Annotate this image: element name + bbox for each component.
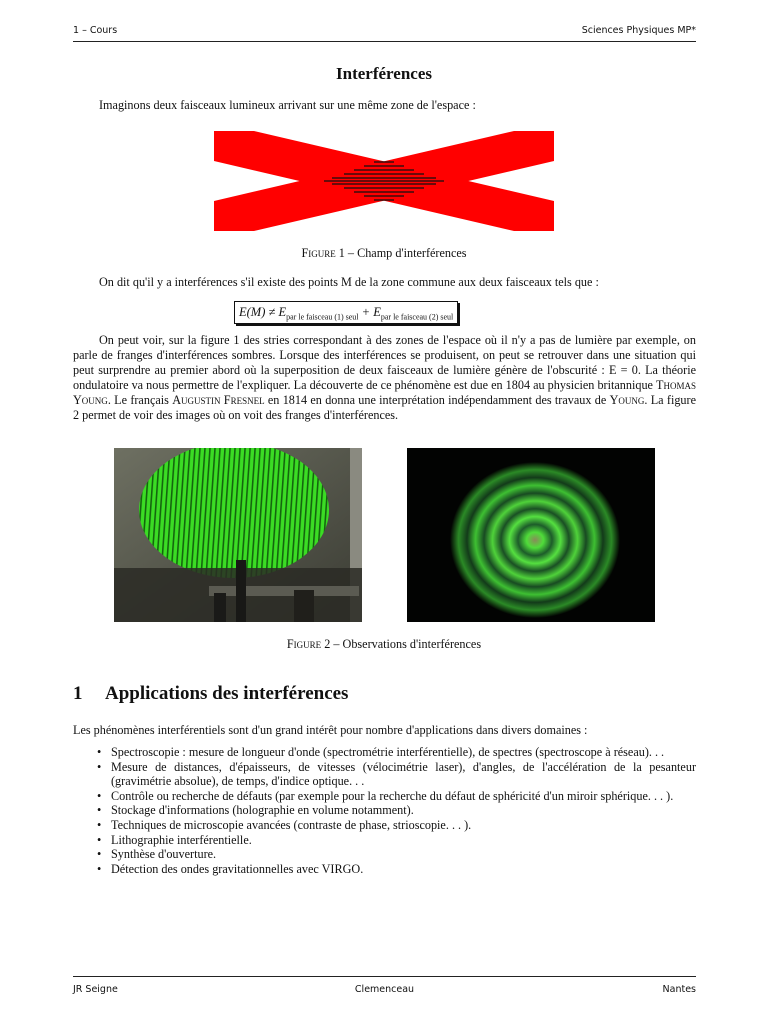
figure-2-label: Figure 2: [286, 637, 331, 651]
explanation-paragraph: [73, 333, 696, 423]
page-header: [73, 25, 696, 42]
explanation-text-3: en 1814 en donna une interprétation indépendamment des travaux de: [264, 393, 610, 407]
header-course: Sciences Physiques MP*: [581, 25, 696, 36]
figure-1-caption: [0, 246, 768, 261]
figure-2-caption-text: – Observations d'interférences: [330, 637, 482, 651]
list-item: • Techniques de microscopie avancées (contraste de phase, strioscopie. . . ).: [93, 818, 696, 833]
section-1-intro: Les phénomènes interférentiels sont d'un grand intérêt pour nombre d'applications dans divers domaines :: [73, 723, 588, 737]
young-fringes-photo: [114, 448, 362, 622]
list-item: • Détection des ondes gravitationnelles avec VIRGO.: [93, 862, 696, 877]
condition-text: On dit qu'il y a interférences s'il existe des points M de la zone commune aux deux faisceaux tels que :: [99, 275, 599, 289]
condition-paragraph: [73, 275, 696, 290]
section-1-heading: [73, 683, 348, 705]
list-item: • Mesure de distances, d'épaisseurs, de vitesses (vélocimétrie laser), d'angles, de l'accélération de la pesanteur (gravimétrie absolue), de temps, d'indice optique. . .: [93, 760, 696, 789]
section-1-number: 1: [73, 683, 83, 704]
figure-1-caption-text: – Champ d'interférences: [344, 246, 467, 260]
formula-plus: + E: [358, 305, 381, 319]
list-item: • Stockage d'informations (holographie en volume notamment).: [93, 803, 696, 818]
footer-city: Nantes: [662, 984, 696, 995]
footer-school: Clemenceau: [354, 984, 415, 995]
list-item: • Synthèse d'ouverture.: [93, 847, 696, 862]
newton-rings-photo: [407, 448, 655, 622]
name-augustin-fresnel: Augustin Fresnel: [172, 393, 265, 407]
list-item: • Spectroscopie : mesure de longueur d'onde (spectrométrie interférentielle), de spectres (spectroscope à réseau). . .: [93, 745, 696, 760]
name-young: Young: [609, 393, 645, 407]
formula-lhs: E(M) ≠ E: [239, 305, 287, 319]
list-item: • Lithographie interférentielle.: [93, 833, 696, 848]
applications-list: [93, 745, 696, 876]
intro-text: Imaginons deux faisceaux lumineux arrivant sur une même zone de l'espace :: [99, 98, 476, 112]
explanation-text-4: . La figure 2 permet de voir des images où on voit des franges d'interférences.: [73, 393, 696, 422]
footer-author: JR Seigne: [73, 984, 118, 995]
interference-condition-formula: [234, 301, 458, 324]
intro-paragraph: [73, 98, 696, 113]
header-chapter: 1 – Cours: [73, 25, 118, 36]
name-thomas-young: Thomas Young: [73, 378, 696, 407]
section-1-title: Applications des interférences: [105, 683, 349, 704]
explanation-text-1: On peut voir, sur la figure 1 des stries correspondant à des zones de l'espace où il n'y a pas de lumière par exemple, on parle de franges d'interférences sombres. Lorsque des interférences se produisent, on peut se retrouver dans une situation qui peut surprendre au premier abord où la superposition de deux faisceaux de lumière génère de l'obscurité : E = 0. La théorie ondulatoire va nous permettre de l'expliquer. La découverte de ce phénomène est due en 1804 au physicien britannique: [73, 333, 696, 392]
interference-field-figure: [214, 131, 554, 231]
list-item: • Contrôle ou recherche de défauts (par exemple pour la recherche du défaut de sphéricité d'un miroir sphérique. . . ).: [93, 789, 696, 804]
explanation-text-2: . Le français: [107, 393, 173, 407]
formula-sub-1: par le faisceau (1) seul: [286, 312, 359, 322]
page-title: Interférences: [336, 64, 432, 83]
figure-2-caption: [0, 637, 768, 652]
formula-sub-2: par le faisceau (2) seul: [380, 312, 454, 322]
page-footer: [73, 976, 696, 1003]
figure-1-label: Figure 1: [301, 246, 345, 260]
